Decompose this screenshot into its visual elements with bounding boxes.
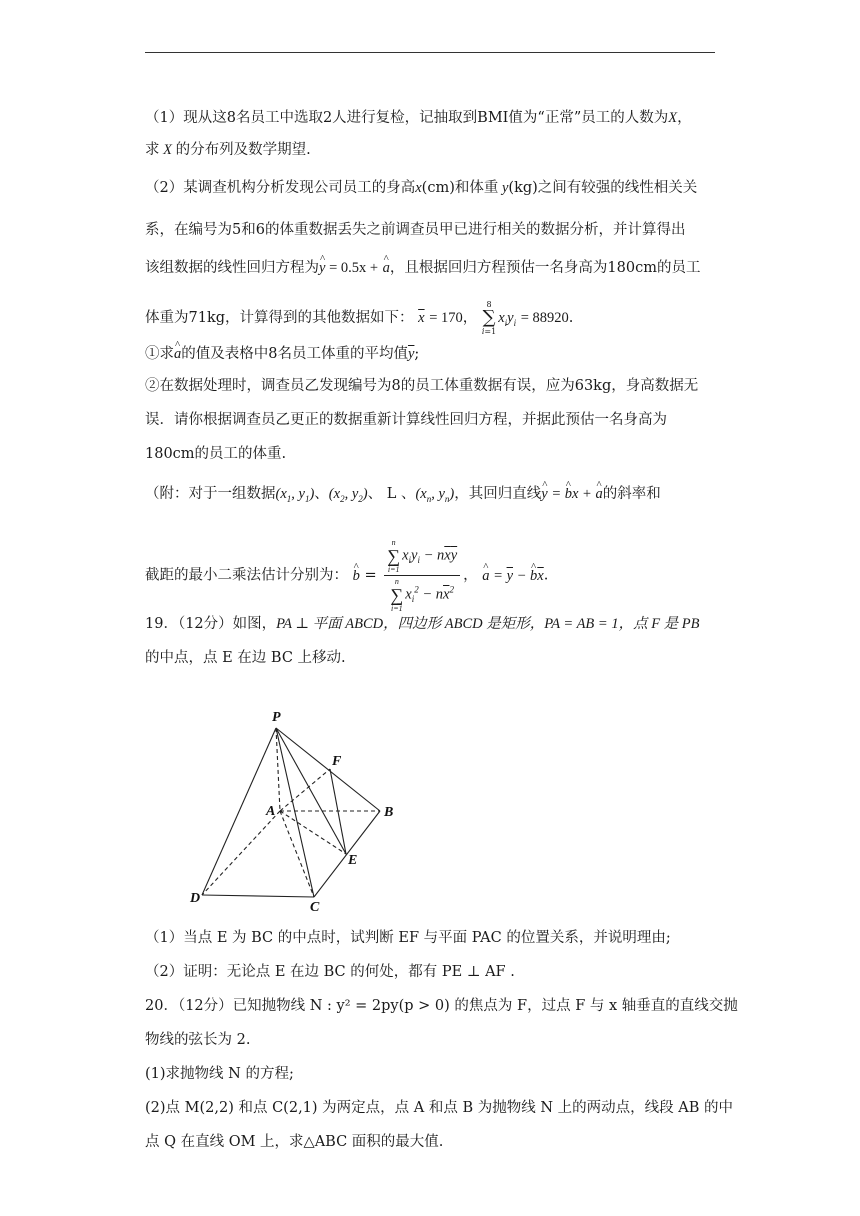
q18-part1-line1: （1）现从这8名员工中选取2人进行复检，记抽取到BMI值为“正常”员工的人数为X，	[145, 110, 692, 126]
q18-note-line1: （附：对于一组数据($x_1$, $y_1$)、($x_2$, $y_2$)、 L 、($x_n$, $y_n$)，其回归直线^ y = ^ bx + ^ a的斜率和	[145, 484, 661, 504]
segment-PE	[276, 728, 346, 854]
q18-sub2-line1: ②在数据处理时，调查员乙发现编号为8的员工体重数据有误，应为63kg，身高数据无	[145, 378, 699, 394]
q18-note-line2: 截距的最小二乘法估计分别为： ^ b = n ∑ $i=1x_iy_i - n\overline{x}\overline{y}$ n ∑ $i=1x_i^2 - n\overline{x}^2$ ， ^ $a = \overline{y}$ − ^ $b\overline{x}$.	[145, 538, 548, 613]
q20-statement-line1: 20．（12分）已知抛物线 N : y² = 2py(p > 0) 的焦点为 F，过点 F 与 x 轴垂直的直线交抛	[145, 998, 738, 1014]
edge-PD	[202, 728, 276, 895]
label-D: D	[190, 891, 201, 906]
label-C: C	[310, 900, 320, 915]
label-A: A	[266, 804, 276, 819]
slope-formula: n ∑ $i=1x_iy_i - n\overline{x}\overline{y}$ n ∑ $i=1x_i^2 - n\overline{x}^2$	[384, 538, 460, 613]
q20-part2-line1: (2)点 M(2,2) 和点 C(2,1) 为两定点，点 A 和点 B 为抛物线 N 上的两动点，线段 AB 的中	[145, 1100, 733, 1116]
q18-part1-line2: 求 X 的分布列及数学期望.	[145, 142, 311, 158]
label-P: P	[272, 710, 281, 725]
q20-part1: (1)求抛物线 N 的方程;	[145, 1066, 294, 1082]
segment-AF	[280, 769, 330, 811]
edge-CB	[314, 811, 380, 897]
q20-part2-line2: 点 Q 在直线 OM 上，求△ABC 面积的最大值.	[145, 1134, 444, 1150]
q19-part2: （2）证明：无论点 E 在边 BC 的何处，都有 PE ⊥ AF .	[145, 964, 515, 980]
label-B: B	[384, 805, 394, 820]
pyramid-figure	[180, 705, 420, 915]
q18-sub1: ①求^ a的值及表格中8名员工体重的平均值$\overline{y}$;	[145, 344, 419, 364]
edge-DC	[202, 895, 314, 897]
edge-PA	[276, 728, 280, 811]
q18-sub2-line2: 误．请你根据调查员乙更正的数据重新计算线性回归方程，并据此预估一名身高为	[145, 412, 667, 428]
q19-part1: （1）当点 E 为 BC 的中点时，试判断 EF 与平面 PAC 的位置关系，并说明理由;	[145, 930, 671, 946]
q18-sub2-line3: 180cm的员工的体重.	[145, 446, 287, 462]
q18-part2-line2: 系，在编号为5和6的体重数据丢失之前调查员甲已进行相关的数据分析，并计算得出	[145, 222, 686, 238]
q19-statement-line1: 19．（12分）如图，PA ⊥ 平面 ABCD，四边形 ABCD 是矩形，PA = AB = 1，点 F 是 PB	[145, 616, 700, 632]
edge-AD	[202, 811, 280, 895]
q19-statement-line2: 的中点，点 E 在边 BC 上移动.	[145, 650, 346, 666]
q18-part2-line4: 体重为71kg，计算得到的其他数据如下： $\overline{x} = 170$， 8 ∑ $i=1x_iy_i = 88920$.	[145, 300, 574, 336]
label-F: F	[332, 754, 342, 769]
label-E: E	[348, 853, 358, 868]
q20-statement-line2: 物线的弦长为 2.	[145, 1032, 251, 1048]
q18-part2-line1: （2）某调查机构分析发现公司员工的身高x(cm)和体重 y(kg)之间有较强的线性相关关	[145, 180, 698, 196]
q18-part2-line3: 该组数据的线性回归方程为^ y = 0.5x + ^ a，且根据回归方程预估一名身高为180cm的员工	[145, 258, 700, 278]
segment-AE	[280, 811, 346, 854]
header-rule	[145, 52, 715, 53]
